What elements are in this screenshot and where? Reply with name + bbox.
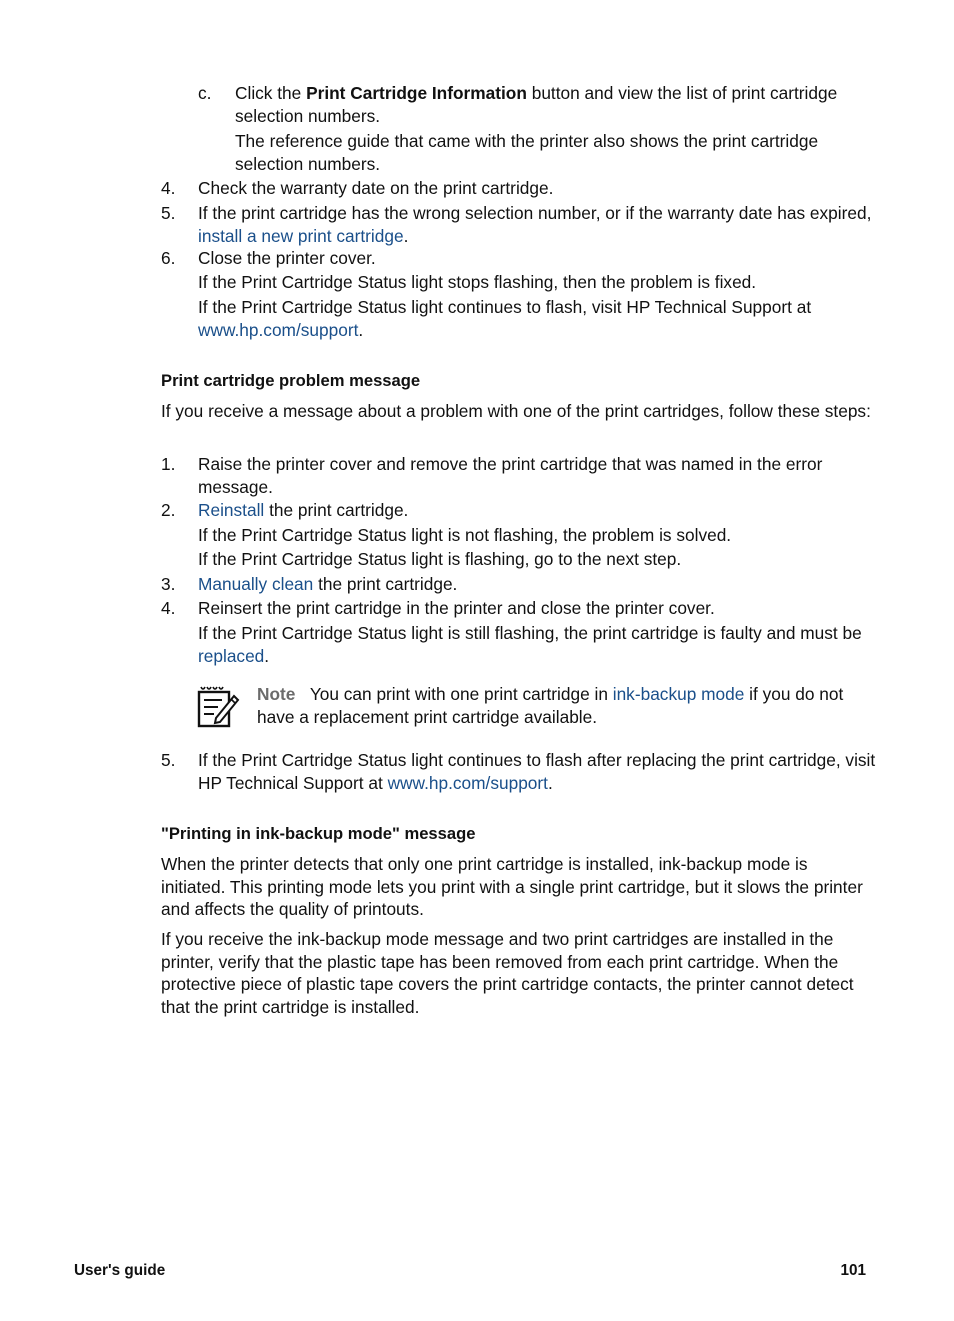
hp-support-link[interactable]: www.hp.com/support	[387, 772, 548, 793]
paragraph: If the Print Cartridge Status light is flashing, go to the next step.	[198, 549, 682, 569]
list-marker: 6.	[161, 248, 176, 268]
paragraph: The reference guide that came with the printer also shows the print cartridge selection numbers.	[235, 131, 819, 174]
reinstall-link[interactable]: Reinstall	[198, 500, 265, 520]
list-item-1: Raise the printer cover and remove the print cartridge that was named in the error message.	[198, 454, 823, 497]
list-marker: 5.	[161, 750, 176, 770]
section-heading: "Printing in ink-backup mode" message	[161, 824, 476, 843]
button-name: Print Cartridge Information	[306, 83, 527, 103]
list-marker: 4.	[161, 598, 176, 618]
list-item-5: If the print cartridge has the wrong selection number, or if the warranty date has expired, install a new print cartridge.	[198, 203, 872, 246]
replaced-link[interactable]: replaced	[198, 645, 265, 666]
paragraph: If the Print Cartridge Status light continues to flash, visit HP Technical Support at www.hp.com/support.	[198, 297, 812, 340]
footer-guide-title: User's guide	[74, 1262, 166, 1279]
note-label: Note	[257, 684, 296, 704]
list-marker: 4.	[161, 178, 176, 198]
list-item-4: Check the warranty date on the print cartridge.	[198, 178, 554, 198]
paragraph: If the Print Cartridge Status light is not flashing, the problem is solved.	[198, 525, 732, 545]
note-pad-icon	[196, 684, 242, 730]
list-marker: c.	[198, 83, 212, 103]
manually-clean-link[interactable]: Manually clean	[198, 574, 314, 594]
list-item-4: Reinsert the print cartridge in the printer and close the printer cover.	[198, 598, 715, 618]
paragraph: When the printer detects that only one print cartridge is installed, ink-backup mode is initiated. This printing mode lets you print with a single print cartridge, but it slows the printer and affects the quality of printouts.	[161, 854, 863, 919]
list-item-5: If the Print Cartridge Status light continues to flash after replacing the print cartridge, visit HP Technical Support at www.hp.com/support.	[198, 750, 876, 793]
hp-support-link[interactable]: www.hp.com/support	[198, 319, 359, 340]
list-item-6: Close the printer cover.	[198, 248, 376, 268]
list-marker: 3.	[161, 574, 176, 594]
paragraph: If you receive a message about a problem with one of the print cartridges, follow these steps:	[161, 401, 871, 421]
list-marker: 5.	[161, 203, 176, 223]
list-marker: 2.	[161, 500, 176, 520]
install-cartridge-link[interactable]: install a new print cartridge	[198, 225, 404, 246]
ink-backup-mode-link[interactable]: ink-backup mode	[612, 684, 745, 704]
list-item-2: Reinstall the print cartridge.	[198, 500, 409, 520]
list-item-c: Click the Print Cartridge Information button and view the list of print cartridge selection numbers.	[235, 83, 838, 126]
paragraph: If the Print Cartridge Status light stops flashing, then the problem is fixed.	[198, 272, 757, 292]
paragraph: If the Print Cartridge Status light is still flashing, the print cartridge is faulty and must be replaced.	[198, 623, 862, 666]
note-text: Note You can print with one print cartridge in ink-backup mode if you do not have a replacement print cartridge available.	[257, 684, 844, 727]
list-marker: 1.	[161, 454, 176, 474]
paragraph: If you receive the ink-backup mode message and two print cartridges are installed in the printer, verify that the plastic tape has been removed from each print cartridge. When the protective piece of plastic tape covers the print cartridge contacts, the printer cannot detect that the print cartridge is installed.	[161, 929, 854, 1017]
section-heading: Print cartridge problem message	[161, 371, 421, 390]
list-item-3: Manually clean the print cartridge.	[198, 574, 458, 594]
page-number: 101	[840, 1262, 866, 1279]
